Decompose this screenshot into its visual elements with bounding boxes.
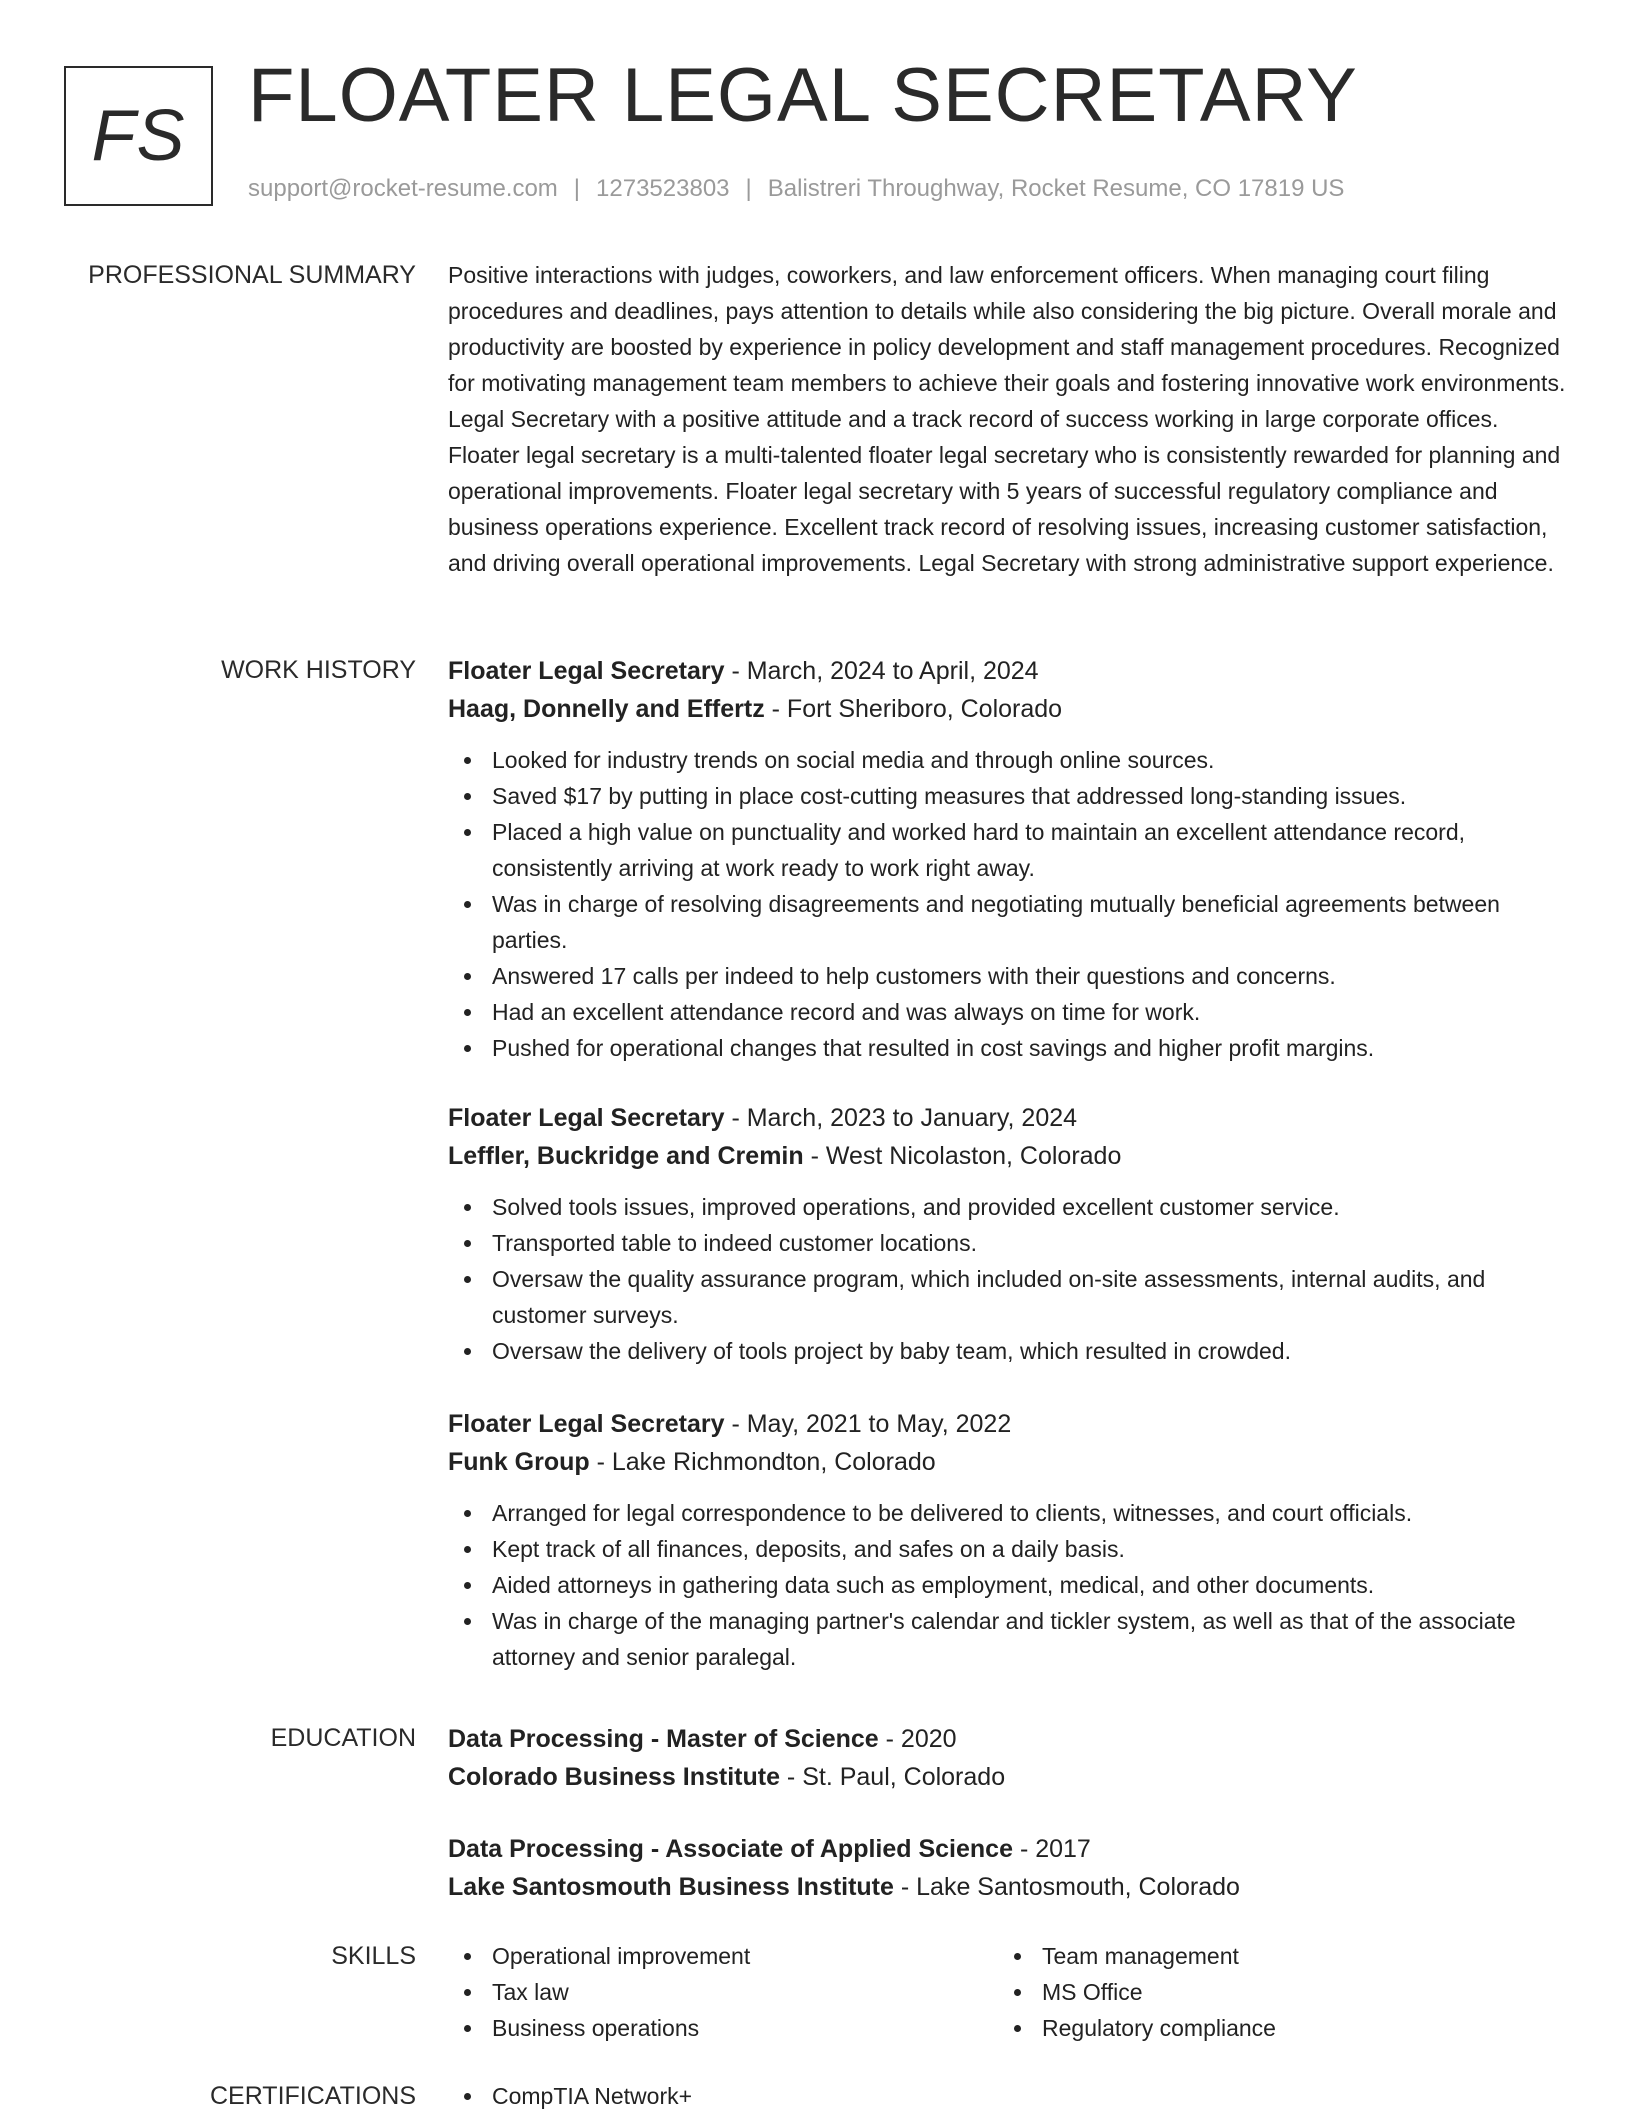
contact-phone: 1273523803 <box>596 175 730 202</box>
job-company-line <box>448 1137 1568 1175</box>
skills-list <box>998 1938 1548 2046</box>
summary-body <box>448 257 1568 581</box>
list-item: Solved tools issues, improved operations, and provided excellent customer service. <box>448 1189 1568 1225</box>
education-degree: Data Processing - Associate of Applied Science <box>448 1835 1013 1863</box>
list-item: Looked for industry trends on social media and through online sources. <box>448 742 1568 778</box>
section-title-skills: SKILLS <box>331 1942 416 1970</box>
education-entry <box>448 1720 1568 1796</box>
summary-text: Positive interactions with judges, coworkers, and law enforcement officers. When managing court filing procedures and deadlines, pays attention to details while also considering the big picture. Overall morale and productivity are boosted by experience in policy development and staff management procedures. Recognized for motivating management team members to achieve their goals and fostering innovative work environments. Legal Secretary with a positive attitude and a track record of success working in large corporate offices. Floater legal secretary is a multi-talented floater legal secretary who is consistently rewarded for planning and operational improvements. Floater legal secretary with 5 years of successful regulatory compliance and business operations experience. Excellent track record of resolving issues, increasing customer satisfaction, and driving overall operational improvements. Legal Secretary with strong administrative support experience. <box>448 262 1566 576</box>
contact-email: support@rocket-resume.com <box>248 175 558 202</box>
education-degree-line <box>448 1720 1568 1758</box>
education-location: - Lake Santosmouth, Colorado <box>893 1873 1240 1901</box>
list-item: Aided attorneys in gathering data such as employment, medical, and other documents. <box>448 1567 1568 1603</box>
list-item: Was in charge of resolving disagreements and negotiating mutually beneficial agreements between parties. <box>448 886 1568 958</box>
skills-list <box>448 1938 998 2046</box>
job-role: Floater Legal Secretary <box>448 1410 725 1438</box>
job-company-line <box>448 690 1568 728</box>
section-title-certifications: CERTIFICATIONS <box>209 2082 416 2110</box>
education-year: - 2020 <box>878 1725 957 1753</box>
list-item: Had an excellent attendance record and was always on time for work. <box>448 994 1568 1030</box>
list-item: Saved $17 by putting in place cost-cutting measures that addressed long-standing issues. <box>448 778 1568 814</box>
job-location: - Fort Sheriboro, Colorado <box>764 695 1063 723</box>
candidate-name: FLOATER LEGAL SECRETARY <box>248 53 1358 138</box>
job-title-line <box>448 1405 1568 1443</box>
certifications-list <box>448 2078 1568 2114</box>
job-company-line <box>448 1443 1568 1481</box>
monogram-box <box>64 66 213 206</box>
job-entry <box>448 1405 1568 1675</box>
list-item: Operational improvement <box>448 1938 998 1974</box>
list-item: CompTIA Network+ <box>448 2078 1568 2114</box>
education-year: - 2017 <box>1013 1835 1091 1863</box>
education-location: - St. Paul, Colorado <box>779 1763 1006 1791</box>
education-school-line <box>448 1868 1568 1906</box>
section-title-summary: PROFESSIONAL SUMMARY <box>88 261 416 289</box>
job-company: Leffler, Buckridge and Cremin <box>448 1142 804 1170</box>
monogram-initials: FS <box>91 96 186 176</box>
list-item: Placed a high value on punctuality and worked hard to maintain an excellent attendance record, consistently arriving at work ready to work right away. <box>448 814 1568 886</box>
list-item: Kept track of all finances, deposits, and safes on a daily basis. <box>448 1531 1568 1567</box>
job-role: Floater Legal Secretary <box>448 1104 725 1132</box>
section-title-education: EDUCATION <box>270 1724 416 1752</box>
list-item: Tax law <box>448 1974 998 2010</box>
job-company: Haag, Donnelly and Effertz <box>448 695 765 723</box>
contact-separator: | <box>745 175 752 202</box>
contact-line <box>248 175 1344 204</box>
job-company: Funk Group <box>448 1448 590 1476</box>
list-item: Regulatory compliance <box>998 2010 1548 2046</box>
skills-column-right <box>998 1938 1548 2046</box>
job-dates: - May, 2021 to May, 2022 <box>724 1410 1012 1438</box>
section-title-work-history: WORK HISTORY <box>221 656 416 684</box>
job-entry <box>448 652 1568 1066</box>
job-dates: - March, 2024 to April, 2024 <box>724 657 1039 685</box>
job-title-line <box>448 1099 1568 1137</box>
contact-separator: | <box>573 175 581 202</box>
job-location: - West Nicolaston, Colorado <box>803 1142 1122 1170</box>
list-item: Transported table to indeed customer locations. <box>448 1225 1568 1261</box>
job-location: - Lake Richmondton, Colorado <box>589 1448 936 1476</box>
list-item: Pushed for operational changes that resulted in cost savings and higher profit margins. <box>448 1030 1568 1066</box>
list-item: Answered 17 calls per indeed to help customers with their questions and concerns. <box>448 958 1568 994</box>
list-item: Oversaw the quality assurance program, which included on-site assessments, internal audits, and customer surveys. <box>448 1261 1568 1333</box>
job-bullet-list <box>448 1495 1568 1675</box>
job-bullet-list <box>448 742 1568 1066</box>
job-bullet-list <box>448 1189 1568 1369</box>
education-school: Lake Santosmouth Business Institute <box>448 1873 894 1901</box>
list-item: Team management <box>998 1938 1548 1974</box>
job-title-line <box>448 652 1568 690</box>
list-item: Oversaw the delivery of tools project by baby team, which resulted in crowded. <box>448 1333 1568 1369</box>
list-item: Arranged for legal correspondence to be delivered to clients, witnesses, and court officials. <box>448 1495 1568 1531</box>
list-item: Was in charge of the managing partner's calendar and tickler system, as well as that of the associate attorney and senior paralegal. <box>448 1603 1568 1675</box>
list-item: Business operations <box>448 2010 998 2046</box>
education-school-line <box>448 1758 1568 1796</box>
skills-column-left <box>448 1938 998 2046</box>
skills-grid <box>448 1938 1568 2046</box>
certifications-body <box>448 2078 1568 2114</box>
education-degree-line <box>448 1830 1568 1868</box>
job-dates: - March, 2023 to January, 2024 <box>724 1104 1078 1132</box>
contact-address: Balistreri Throughway, Rocket Resume, CO 17819 US <box>767 175 1345 202</box>
job-role: Floater Legal Secretary <box>448 657 725 685</box>
job-entry <box>448 1099 1568 1369</box>
skills-body <box>448 1938 1568 2046</box>
list-item: MS Office <box>998 1974 1548 2010</box>
education-entry <box>448 1830 1568 1906</box>
education-school: Colorado Business Institute <box>448 1763 780 1791</box>
education-degree: Data Processing - Master of Science <box>448 1725 879 1753</box>
